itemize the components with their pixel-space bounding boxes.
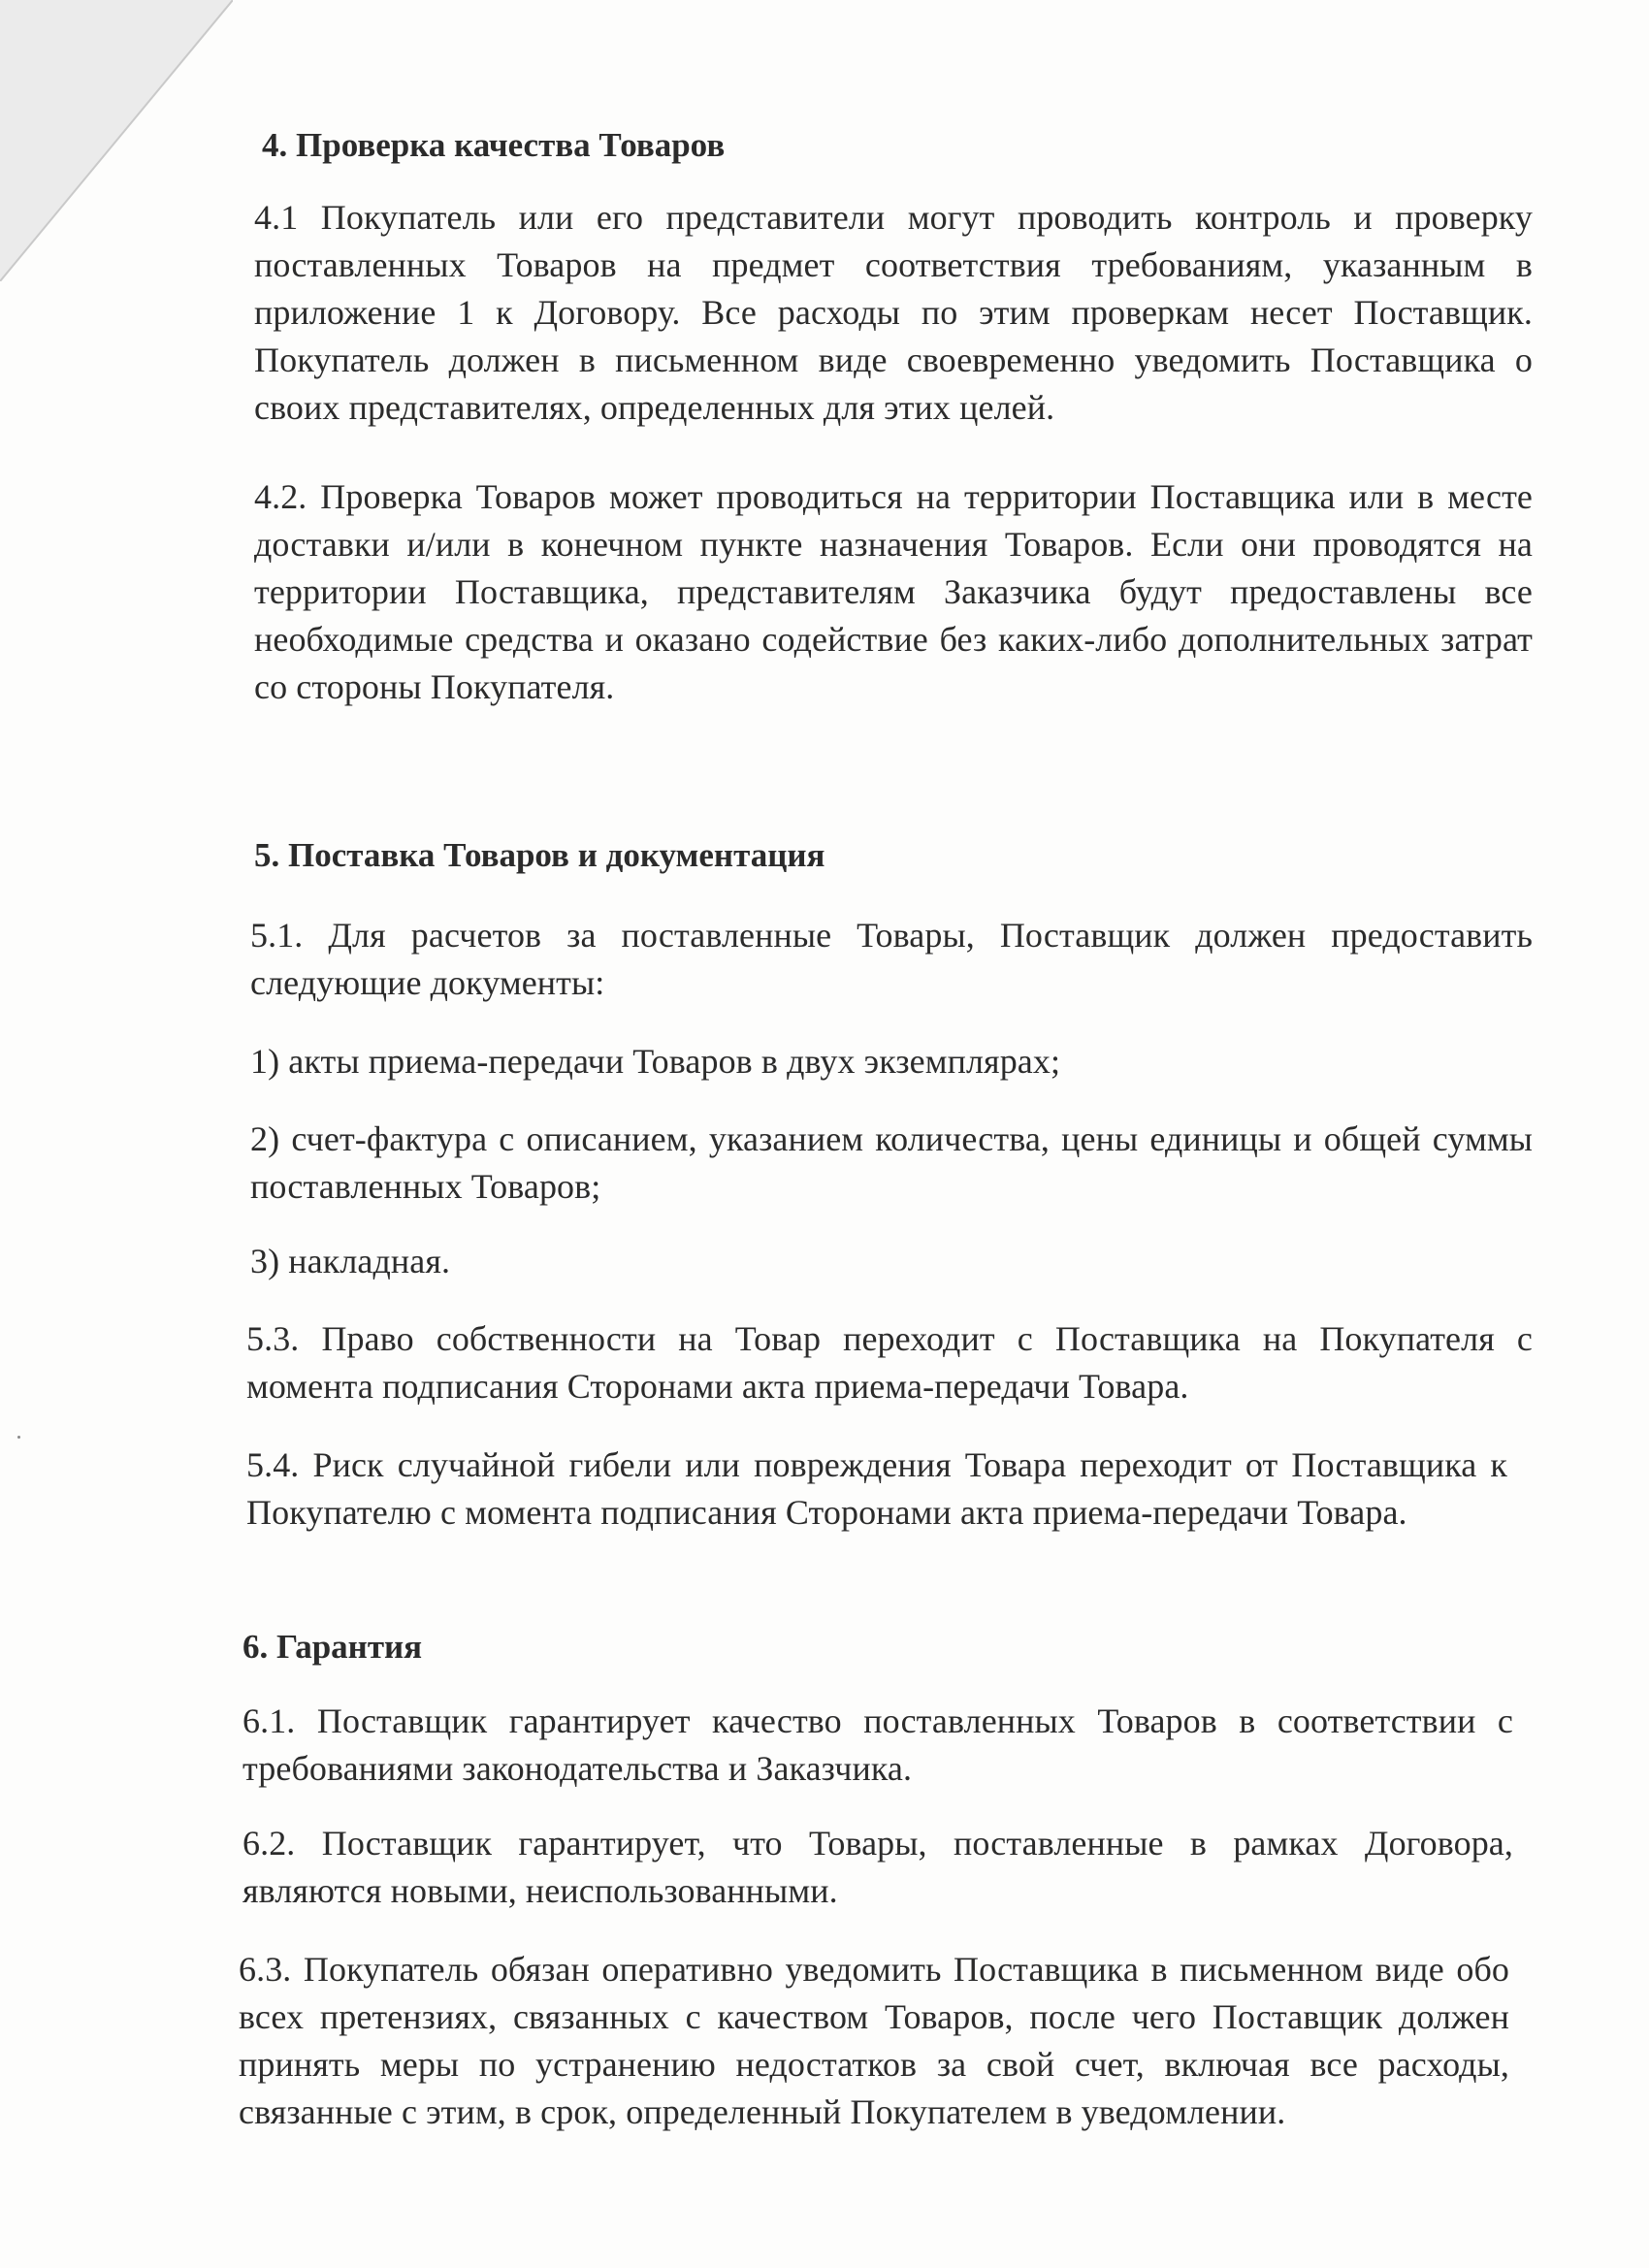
clause-6-3: 6.3. Покупатель обязан оперативно уведомить Поставщика в письменном виде обо всех претензиях, связанных с качеством Товаров, после чего Поставщик должен принять меры по устранению недостатков за свой счет, включая все расходы, связанные с этим, в срок, определенный Покупателем в уведомлении. <box>239 1950 1509 2131</box>
clause-5-4: 5.4. Риск случайной гибели или повреждения Товара переходит от Поставщика к Покупателю с момента подписания Сторонами акта приема-передачи Товара. <box>246 1445 1507 1532</box>
scan-speck <box>17 1436 20 1439</box>
clause-6-2: 6.2. Поставщик гарантирует, что Товары, поставленные в рамках Договора, являются новыми, неиспользованными. <box>242 1824 1513 1910</box>
section-6-heading: 6. Гарантия <box>242 1628 423 1666</box>
clause-4-2: 4.2. Проверка Товаров может проводиться на территории Поставщика или в месте доставки и/или в конечном пункте назначения Товаров. Если они проводятся на территории Поставщика, представителям Заказчика будут предоставлены все необходимые средства и оказано содействие без каких-либо дополнительных затрат со стороны Покупателя. <box>254 477 1533 706</box>
clause-5-3: 5.3. Право собственности на Товар переходит с Поставщика на Покупателя с момента подписания Сторонами акта приема-передачи Товара. <box>246 1319 1533 1406</box>
section-5-heading: 5. Поставка Товаров и документация <box>254 836 825 874</box>
document-list-item-2: 2) счет-фактура с описанием, указанием количества, цены единицы и общей суммы поставленных Товаров; <box>250 1119 1533 1206</box>
document-list-item-3: 3) накладная. <box>250 1242 451 1280</box>
clause-4-1: 4.1 Покупатель или его представители могут проводить контроль и проверку поставленных Товаров на предмет соответствия требованиям, указанным в приложение 1 к Договору. Все расходы по этим проверкам несет Поставщик. Покупатель должен в письменном виде своевременно уведомить Поставщика о своих представителях, определенных для этих целей. <box>254 198 1533 427</box>
clause-6-1: 6.1. Поставщик гарантирует качество поставленных Товаров в соответствии с требованиями законодательства и Заказчика. <box>242 1701 1513 1788</box>
document-list-item-1: 1) акты приема-передачи Товаров в двух экземплярах; <box>250 1042 1061 1081</box>
clause-5-1: 5.1. Для расчетов за поставленные Товары, Поставщик должен предоставить следующие документы: <box>250 916 1533 1002</box>
folded-corner <box>0 0 233 281</box>
section-4-heading: 4. Проверка качества Товаров <box>262 126 726 164</box>
